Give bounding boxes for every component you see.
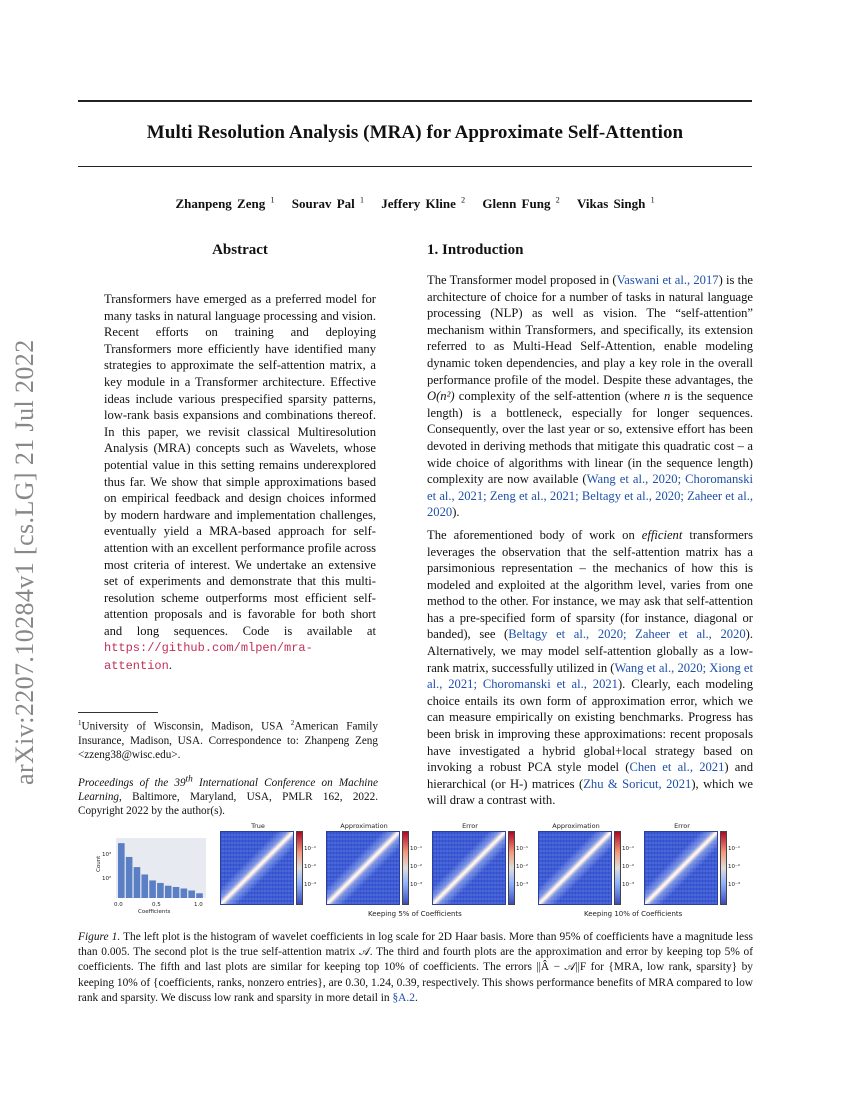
panel-title: Error	[674, 822, 690, 830]
citation-link[interactable]: Zhu & Soricut, 2021	[583, 776, 692, 791]
author: Glenn Fung $^2$	[482, 196, 560, 212]
colorbar-tick: 10⁻²	[516, 864, 529, 870]
attention-heatmap	[220, 831, 294, 905]
figure-1	[94, 822, 754, 924]
attention-heatmap	[644, 831, 718, 905]
author: Zhanpeng Zeng $^1$	[175, 196, 275, 212]
histogram-bar	[196, 893, 203, 898]
proceedings-note: Proceedings of the 39th International Conference on Machine Learning, Baltimore, Maryland, USA, PMLR 162, 2022. Copyright 2022 by the author(s).	[78, 774, 378, 817]
title-rule-bottom	[78, 166, 752, 167]
histogram-bar	[188, 890, 195, 898]
title-rule-top	[78, 100, 752, 102]
code-link[interactable]: https://github.com/mlpen/mra-attention	[104, 641, 313, 674]
citation-link[interactable]: Chen et al., 2021	[629, 760, 725, 775]
paper-title: Multi Resolution Analysis (MRA) for Approximate Self-Attention	[146, 122, 684, 143]
appendix-link[interactable]: §A.2	[392, 991, 415, 1004]
histogram-xlabel: Coefficients	[138, 909, 171, 915]
panel-title: Error	[462, 822, 478, 830]
citation-link[interactable]: Vaswani et al., 2017	[616, 273, 719, 287]
colorbar-tick: 10⁻¹	[622, 846, 635, 852]
author: Sourav Pal $^1$	[291, 196, 365, 212]
section-heading-introduction: 1. Introduction	[427, 242, 524, 258]
colorbar-tick: 10⁻¹	[304, 846, 317, 852]
heatmap-true	[218, 822, 322, 924]
histogram-ytick: 10²	[102, 876, 112, 882]
colorbar	[296, 831, 303, 905]
introduction-body	[427, 272, 753, 815]
author: Jeffery Kline $^2$	[381, 196, 466, 212]
colorbar	[508, 831, 515, 905]
colorbar	[720, 831, 727, 905]
histogram-xtick: 0.0	[114, 902, 123, 908]
figure-caption: Figure 1. The left plot is the histogram of wavelet coefficients in log scale for 2D Haar basis. More than 95% of coefficients have a magnitude less than 0.005. The second plot is the true self-attention matrix 𝒜. The third and fourth plots are the approximation and error by keeping top 5% of coefficients. The fifth and last plots are similar for keeping top 10% of coefficients. The errors ||Â − 𝒜||F for {MRA, low rank, sparsity} by keeping 10% of {coefficients, ranks, nonzero entries}, are 0.30, 1.24, 0.39, respectively. This shows performance benefits of MRA compared to low rank and sparsity. We discuss low rank and sparsity in more detail in §A.2.	[78, 931, 753, 1004]
affiliation-footnote: $^1$University of Wisconsin, Madison, USA $^2$American Family Insurance, Madison, USA. Correspondence to: Zhanpeng Zeng <zzeng38@wisc.edu>.	[78, 719, 378, 761]
footnote-rule	[78, 712, 158, 713]
heatmap-approx-10	[536, 822, 640, 924]
histogram-bar	[126, 857, 133, 898]
abstract-heading: Abstract	[212, 242, 268, 258]
histogram-ytick: 10³	[102, 852, 112, 858]
figure-label: Figure 1.	[78, 931, 121, 943]
colorbar-tick: 10⁻¹	[728, 846, 741, 852]
colorbar-tick: 10⁻³	[728, 882, 741, 888]
attention-heatmap	[432, 831, 506, 905]
colorbar-tick: 10⁻³	[410, 882, 423, 888]
colorbar-tick: 10⁻²	[728, 864, 741, 870]
colorbar-tick: 10⁻²	[622, 864, 635, 870]
heatmap-error-5	[430, 822, 534, 924]
attention-heatmap	[538, 831, 612, 905]
histogram-bar	[134, 867, 141, 898]
histogram-bar	[165, 886, 172, 898]
histogram-bar	[149, 880, 156, 898]
colorbar-tick: 10⁻¹	[516, 846, 529, 852]
panel-title: True	[251, 822, 265, 830]
arxiv-stamp: arXiv:2207.10284v1 [cs.LG] 21 Jul 2022	[10, 339, 39, 785]
citation-link[interactable]: Wang et al., 2020; Choromanski et al., 2021; Zeng et al., 2021; Beltagy et al., 2020; Zaheer et al., 2020	[427, 472, 753, 520]
heatmap-approx-5	[324, 822, 428, 924]
figure-sublabel-5pct: Keeping 5% of Coefficients	[368, 910, 462, 918]
histogram-xtick: 0.5	[152, 902, 161, 908]
colorbar	[614, 831, 621, 905]
paragraph: The Transformer model proposed in (Vaswani et al., 2017) is the architecture of choice for a number of tasks in natural language processing (NLP) as well as vision. The “self-attention” mechanism within Transformers, and specifically, its extension referred to as Multi-Head Self-Attention, enable modeling dynamic token dependencies, and play a key role in the overall performance profile of the model. Despite these advantages, the O(n²) complexity of the self-attention (where n is the sequence length) is a bottleneck, especially for longer sequences. Consequently, over the last year or so, extensive effort has been devoted in deriving methods that mitigate this quadratic cost – a wide choice of algorithms with linear (in the sequence length) complexity are now available (Wang et al., 2020; Choromanski et al., 2021; Zeng et al., 2021; Beltagy et al., 2020; Zaheer et al., 2020).	[427, 273, 753, 520]
colorbar-tick: 10⁻³	[622, 882, 635, 888]
histogram-bar	[141, 874, 148, 898]
histogram-bar	[173, 887, 180, 898]
panel-title: Approximation	[340, 822, 388, 830]
colorbar-tick: 10⁻³	[304, 882, 317, 888]
author-list	[78, 196, 752, 212]
heatmap-error-10	[642, 822, 746, 924]
histogram-xtick: 1.0	[194, 902, 203, 908]
histogram-bar	[181, 889, 188, 898]
histogram-ylabel: Count	[96, 855, 102, 872]
citation-link[interactable]: Wang et al., 2020; Xiong et al., 2021; Choromanski et al., 2021	[427, 660, 754, 692]
histogram-bar	[118, 843, 125, 898]
figure-sublabel-10pct: Keeping 10% of Coefficients	[584, 910, 683, 918]
colorbar-tick: 10⁻³	[516, 882, 529, 888]
attention-heatmap	[326, 831, 400, 905]
panel-title: Approximation	[552, 822, 600, 830]
histogram-bar	[157, 883, 164, 898]
coefficient-histogram	[94, 836, 212, 916]
colorbar-tick: 10⁻²	[304, 864, 317, 870]
colorbar-tick: 10⁻¹	[410, 846, 423, 852]
abstract-body: Transformers have emerged as a preferred model for many tasks in natural language processing and vision. Recent efforts on training and deploying Transformers more efficiently have identified many strategies to approximate the self-attention matrix, a key module in a Transformer architecture. Effective ideas include various prespecified sparsity patterns, low-rank basis expansions and combinations thereof. In this paper, we revisit classical Multiresolution Analysis (MRA) concepts such as Wavelets, whose potential value in this setting remains underexplored thus far. We show that simple approximations based on empirical feedback and design choices informed by modern hardware and implementation challenges, eventually yield a MRA-based approach for self-attention with an excellent performance profile across most criteria of interest. We undertake an extensive set of experiments and demonstrate that this multi-resolution scheme outperforms most efficient self-attention proposals and is favorable for both short and long sequences. Code is available at https://github.com/mlpen/mra-attention.	[104, 292, 376, 674]
author: Vikas Singh $^1$	[576, 196, 655, 212]
paragraph: The aforementioned body of work on efficient transformers leverages the observation that the self-attention matrix has a parsimonious representation – the mechanics of how this is modeled and exploited at the algorithm level, varies from one method to the other. For instance, we may ask that self-attention has a pre-specified form of sparsity (for instance, diagonal or banded), see (Beltagy et al., 2020; Zaheer et al., 2020). Alternatively, we may model self-attention globally as a low-rank matrix, successfully utilized in (Wang et al., 2020; Xiong et al., 2021; Choromanski et al., 2021). Clearly, each modeling choice entails its own form of approximation error, which we can measure empirically on existing benchmarks. Progress has been brisk in improving these approximations: recent proposals have investigated a hybrid global+local strategy based on invoking a robust PCA style model (Chen et al., 2021) and hierarchical (or H-) matrices (Zhu & Soricut, 2021), which we will draw a contrast with.	[427, 527, 754, 808]
citation-link[interactable]: Beltagy et al., 2020; Zaheer et al., 2020	[508, 627, 746, 642]
colorbar-tick: 10⁻²	[410, 864, 423, 870]
colorbar	[402, 831, 409, 905]
